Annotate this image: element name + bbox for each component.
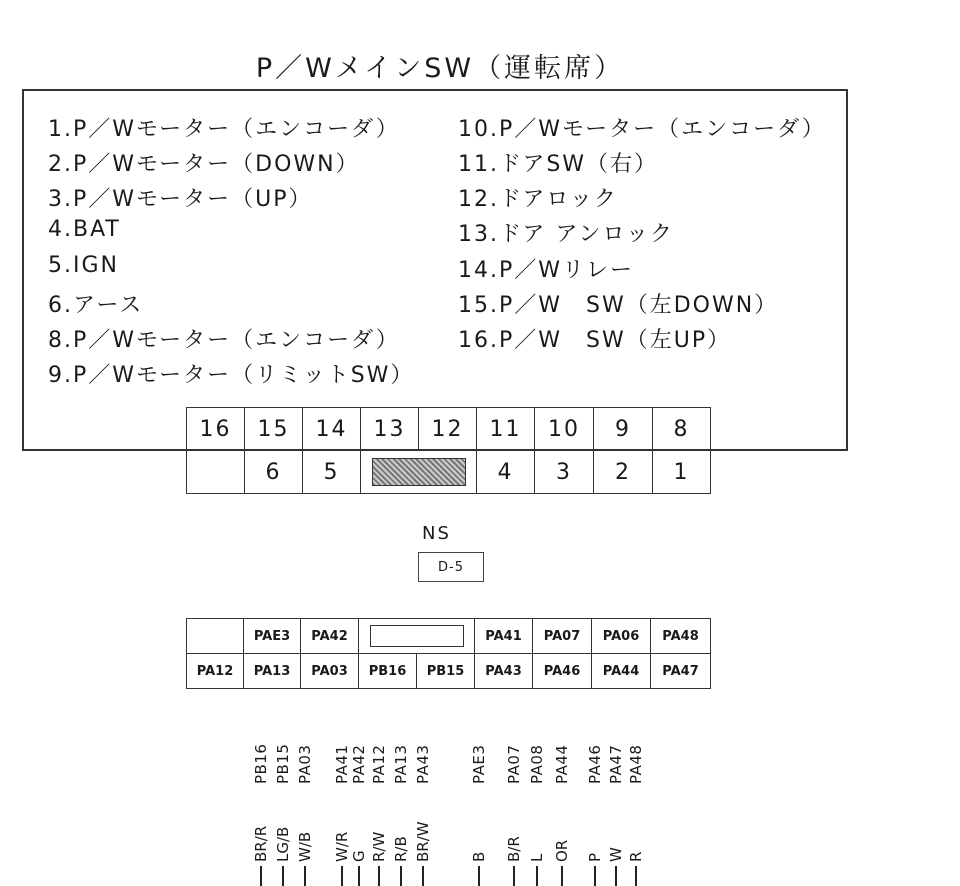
wire-lead-line xyxy=(561,866,563,886)
harness-cell: PA41 xyxy=(475,619,533,654)
harness-cell: PAE3 xyxy=(244,619,301,654)
pin-6-desc: 6.アース xyxy=(48,293,144,318)
wire-label xyxy=(627,718,653,886)
harness-cell: PA07 xyxy=(533,619,592,654)
wire-circuit-code: PA41 xyxy=(333,744,351,784)
wire-color-code: BR/W xyxy=(414,821,432,862)
harness-cell: PA42 xyxy=(301,619,359,654)
wire-circuit-code: PA43 xyxy=(414,744,432,784)
wire-circuit-code: PA12 xyxy=(370,744,388,784)
wire-color-code: R xyxy=(627,851,645,862)
connector-pin-16: 16 xyxy=(187,408,245,451)
pin-2-desc: 2.P／Wモーター（DOWN） xyxy=(48,152,360,177)
pin-5-desc: 5.IGN xyxy=(48,253,119,278)
harness-cell: PA06 xyxy=(592,619,651,654)
wire-lead-line xyxy=(615,866,617,886)
harness-cell: PA48 xyxy=(651,619,711,654)
wire-circuit-code: PA07 xyxy=(505,744,523,784)
wire-label xyxy=(296,718,322,886)
wire-circuit-code: PA47 xyxy=(607,744,625,784)
pin-16-desc: 16.P／W SW（左UP） xyxy=(458,328,732,353)
wire-lead-line xyxy=(536,866,538,886)
ns-label: NS xyxy=(422,523,451,544)
harness-cell: PA44 xyxy=(592,654,651,689)
wire-lead-line xyxy=(304,866,306,886)
harness-cell: PB16 xyxy=(359,654,417,689)
wire-lead-line xyxy=(378,866,380,886)
wire-color-code: W xyxy=(607,847,625,862)
pin-11-desc: 11.ドアSW（右） xyxy=(458,152,659,177)
wire-lead-line xyxy=(478,866,480,886)
pin-3-desc: 3.P／Wモーター（UP） xyxy=(48,187,313,212)
wire-color-code: B/R xyxy=(505,836,523,862)
connector-pin-11: 11 xyxy=(477,408,535,451)
harness-lock-slot xyxy=(359,619,475,654)
wire-circuit-code: PA46 xyxy=(586,744,604,784)
connector-pin-4: 4 xyxy=(477,451,535,494)
pin-14-desc: 14.P／Wリレー xyxy=(458,258,635,283)
wire-circuit-code: PAE3 xyxy=(470,744,488,784)
pin-1-desc: 1.P／Wモーター（エンコーダ） xyxy=(48,117,400,142)
pin-4-desc: 4.BAT xyxy=(48,217,121,242)
wire-label xyxy=(553,718,579,886)
harness-cell xyxy=(187,619,244,654)
wire-circuit-code: PA48 xyxy=(627,744,645,784)
harness-cell: PB15 xyxy=(417,654,475,689)
wire-lead-line xyxy=(341,866,343,886)
harness-connector xyxy=(186,618,711,689)
lock-tab-shading xyxy=(372,458,466,486)
wire-circuit-code: PA13 xyxy=(392,744,410,784)
wire-color-code: R/W xyxy=(370,831,388,862)
wire-lead-line xyxy=(282,866,284,886)
wire-color-code: LG/B xyxy=(274,826,292,862)
part-number-label: D-5 xyxy=(418,552,484,582)
wire-color-code: P xyxy=(586,852,604,862)
wire-color-code: L xyxy=(528,853,546,862)
wire-lead-line xyxy=(513,866,515,886)
lock-slot-outline xyxy=(370,625,464,647)
connector-pin-2: 2 xyxy=(594,451,653,494)
harness-cell: PA43 xyxy=(475,654,533,689)
harness-cell: PA47 xyxy=(651,654,711,689)
wire-color-code: B xyxy=(470,851,488,862)
wire-color-code: G xyxy=(350,850,368,862)
wire-label xyxy=(528,718,554,886)
wire-circuit-code: PA08 xyxy=(528,744,546,784)
pin-15-desc: 15.P／W SW（左DOWN） xyxy=(458,293,779,318)
connector-pin-8: 8 xyxy=(653,408,711,451)
pin-13-desc: 13.ドア アンロック xyxy=(458,222,675,247)
connector-pin-9: 9 xyxy=(594,408,653,451)
pin-8-desc: 8.P／Wモーター（エンコーダ） xyxy=(48,328,400,353)
connector-pin-6: 6 xyxy=(245,451,303,494)
wire-circuit-code: PB16 xyxy=(252,743,270,784)
wire-label xyxy=(470,718,496,886)
pin-description-box xyxy=(22,89,848,451)
wire-circuit-code: PA42 xyxy=(350,744,368,784)
wire-color-code: BR/R xyxy=(252,825,270,862)
connector-pin-15: 15 xyxy=(245,408,303,451)
wire-label xyxy=(414,718,440,886)
wire-color-code: W/B xyxy=(296,831,314,862)
wire-lead-line xyxy=(400,866,402,886)
connector-pin-13: 13 xyxy=(361,408,419,451)
diagram-title: P／WメインSW（運転席） xyxy=(255,53,625,84)
wire-lead-line xyxy=(358,866,360,886)
connector-pin-14: 14 xyxy=(303,408,361,451)
wire-lead-line xyxy=(422,866,424,886)
connector-lock-tab xyxy=(361,451,477,494)
pin-10-desc: 10.P／Wモーター（エンコーダ） xyxy=(458,117,826,142)
pin-12-desc: 12.ドアロック xyxy=(458,187,618,212)
switch-connector xyxy=(186,407,711,494)
connector-pin-12: 12 xyxy=(419,408,477,451)
wire-color-code: OR xyxy=(553,839,571,862)
pin-9-desc: 9.P／Wモーター（リミットSW） xyxy=(48,363,415,388)
wire-circuit-code: PB15 xyxy=(274,743,292,784)
connector-pin-5: 5 xyxy=(303,451,361,494)
connector-pin-empty xyxy=(187,451,245,494)
harness-cell: PA12 xyxy=(187,654,244,689)
harness-cell: PA13 xyxy=(244,654,301,689)
connector-pin-3: 3 xyxy=(535,451,594,494)
wire-color-code: R/B xyxy=(392,836,410,862)
wire-lead-line xyxy=(635,866,637,886)
harness-cell: PA03 xyxy=(301,654,359,689)
connector-pin-10: 10 xyxy=(535,408,594,451)
wire-lead-line xyxy=(594,866,596,886)
wire-color-code: W/R xyxy=(333,831,351,862)
wire-circuit-code: PA03 xyxy=(296,744,314,784)
harness-cell: PA46 xyxy=(533,654,592,689)
wire-lead-line xyxy=(260,866,262,886)
connector-pin-1: 1 xyxy=(653,451,711,494)
wire-circuit-code: PA44 xyxy=(553,744,571,784)
